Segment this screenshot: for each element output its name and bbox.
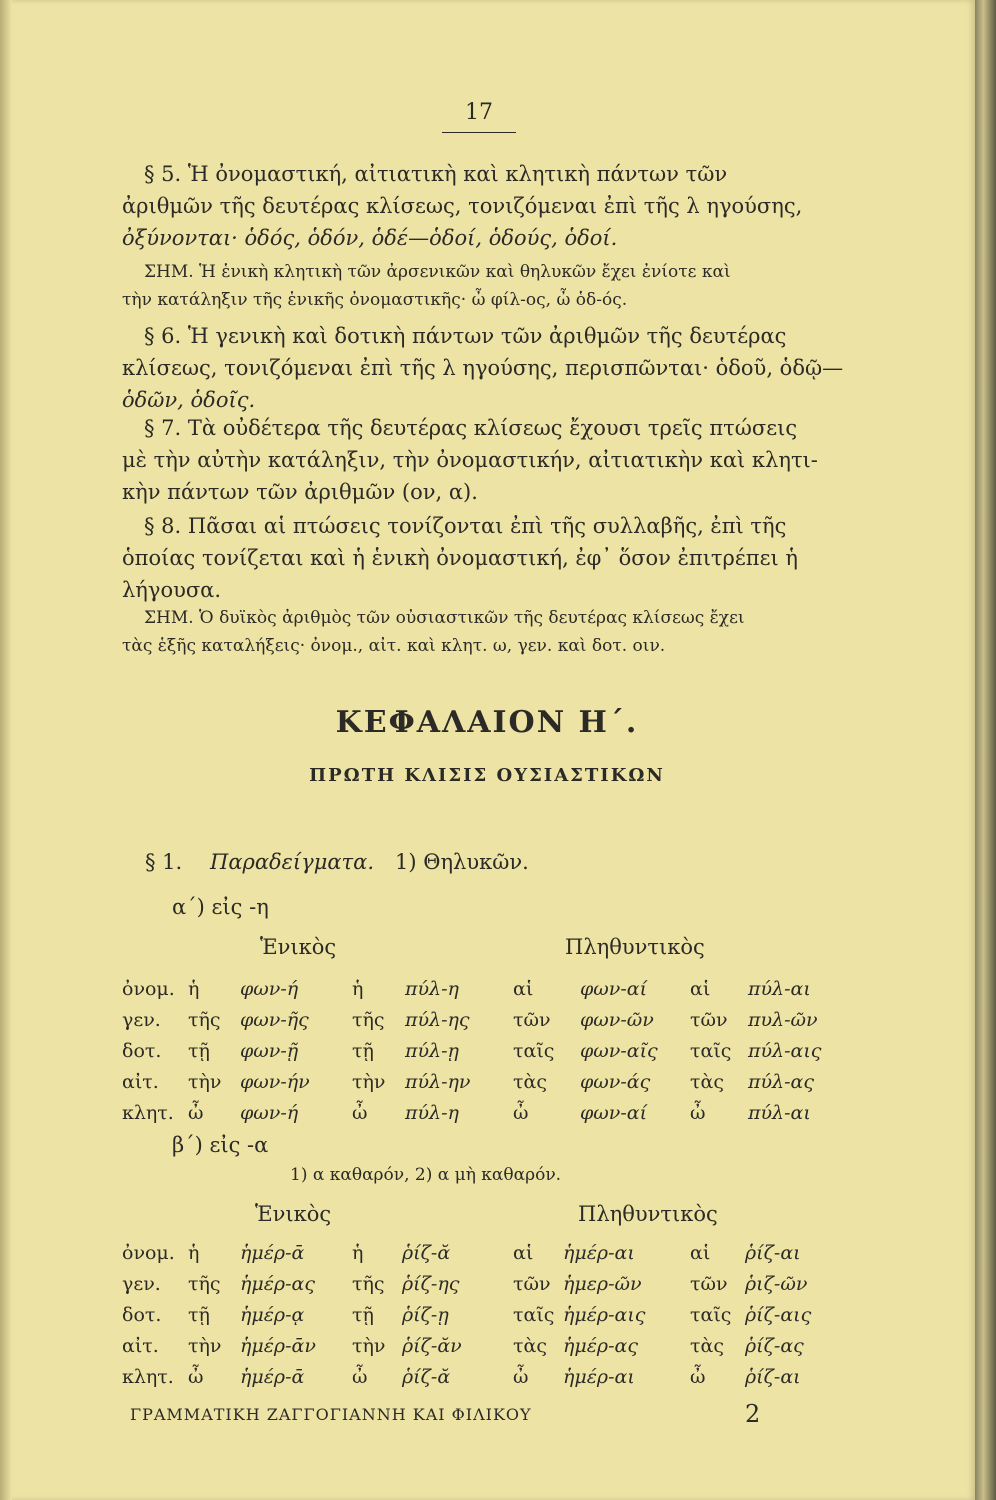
table-cell: ἡμέρ-ᾱ — [240, 1366, 305, 1388]
text-line: § 7. Τὰ οὐδέτερα τῆς δευτέρας κλίσεως ἔχουσι τρεῖς πτώσεις — [144, 416, 798, 440]
table-cell: πύλ-ῃ — [405, 1040, 459, 1062]
table-cell: φων-ῇ — [240, 1040, 299, 1062]
table-cell: ἡμέρ-ας — [240, 1273, 315, 1295]
table-cell: ῥίζ-ᾰ — [402, 1366, 451, 1388]
table-cell: ὦ — [352, 1102, 368, 1124]
table-cell: ὦ — [188, 1102, 204, 1124]
table-cell: φων-ήν — [240, 1071, 310, 1093]
text-line: § 6. Ἡ γενικὴ καὶ δοτικὴ πάντων τῶν ἀριθμῶν τῆς δευτέρας — [144, 324, 787, 348]
case-label: γεν. — [122, 1273, 161, 1295]
table-cell: ῥίζ-αι — [745, 1366, 801, 1388]
text-line: ὁδῶν, ὁδοῖς. — [122, 388, 256, 412]
text-line: ὁποίας τονίζεται καὶ ἡ ἑνικὴ ὀνομαστική, ἐφ᾽ ὅσον ἐπιτρέπει ἡ — [122, 546, 798, 570]
table-cell: αἱ — [690, 1242, 711, 1264]
page-edge — [975, 0, 996, 1500]
table-cell: τῶν — [513, 1273, 551, 1295]
table-cell: ταῖς — [690, 1304, 732, 1326]
paragraph-s6 — [122, 320, 852, 416]
page-number: 17 — [465, 100, 493, 125]
table-cell: τῆς — [352, 1273, 385, 1295]
table-cell: τῇ — [188, 1304, 210, 1326]
table-a-plural-header: Πληθυντικὸς — [565, 935, 705, 959]
table-cell: ἡ — [352, 978, 364, 1000]
table-cell: πύλ-αι — [748, 1102, 811, 1124]
table-cell: τὴν — [188, 1071, 222, 1093]
page-number-rule — [442, 132, 516, 133]
table-cell: τῆς — [188, 1273, 221, 1295]
table-a-heading: α΄) εἰς -η — [172, 895, 269, 919]
table-cell: ῥίζ-αι — [745, 1242, 801, 1264]
table-cell: ὦ — [513, 1102, 529, 1124]
case-label: κλητ. — [122, 1102, 174, 1124]
table-cell: ῥίζ-ᾰν — [402, 1335, 462, 1357]
text-line: λήγουσα. — [122, 578, 222, 602]
text-line: ἀριθμῶν τῆς δευτέρας κλίσεως, τονιζόμεναι ἐπὶ τῆς λ ηγούσης, — [122, 194, 803, 218]
table-cell: ὦ — [690, 1102, 706, 1124]
section-label: § 1. — [145, 850, 183, 874]
table-cell: αἱ — [513, 1242, 534, 1264]
case-label: δοτ. — [122, 1040, 162, 1062]
table-cell: ἡμέρ-αις — [563, 1304, 646, 1326]
table-cell: πύλ-αις — [748, 1040, 822, 1062]
table-cell: φων-ῶν — [580, 1009, 654, 1031]
table-a-singular-header: Ἑνικὸς — [260, 935, 337, 959]
table-cell: αἱ — [513, 978, 534, 1000]
table-cell: φων-αῖς — [580, 1040, 658, 1062]
table-cell: τῇ — [352, 1040, 374, 1062]
table-cell: ἡμέρ-ας — [563, 1335, 638, 1357]
table-cell: τὴν — [188, 1335, 222, 1357]
table-cell: πυλ-ῶν — [748, 1009, 818, 1031]
table-cell: τῶν — [513, 1009, 551, 1031]
table-cell: αἱ — [690, 978, 711, 1000]
case-label: ὀνομ. — [122, 1242, 175, 1264]
table-b-singular-header: Ἑνικὸς — [255, 1202, 332, 1226]
table-cell: τῆς — [352, 1009, 385, 1031]
case-label: γεν. — [122, 1009, 161, 1031]
table-cell: ἡμέρ-αι — [563, 1366, 635, 1388]
case-label: κλητ. — [122, 1366, 174, 1388]
signature-mark: 2 — [745, 1400, 761, 1428]
table-cell: ῥίζ-ας — [745, 1335, 804, 1357]
table-cell: τὰς — [690, 1071, 724, 1093]
paragraph-s8 — [122, 510, 852, 606]
text-line: § 8. Πᾶσαι αἱ πτώσεις τονίζονται ἐπὶ τῆς συλλαβῆς, ἐπὶ τῆς — [144, 514, 787, 538]
table-cell: φων-ή — [240, 978, 299, 1000]
table-b-heading: β΄) εἰς -α — [172, 1133, 269, 1157]
paragraph-s5 — [122, 158, 852, 254]
table-cell: ὦ — [352, 1366, 368, 1388]
text-line: κὴν πάντων τῶν ἀριθμῶν (ον, α). — [122, 480, 478, 504]
table-cell: ῥίζ-ᾰ — [402, 1242, 451, 1264]
table-cell: πύλ-η — [405, 1102, 459, 1124]
table-cell: ὦ — [188, 1366, 204, 1388]
table-cell: ὦ — [690, 1366, 706, 1388]
table-cell: φων-αί — [580, 1102, 648, 1124]
table-cell: τῇ — [352, 1304, 374, 1326]
table-cell: ῥιζ-ῶν — [745, 1273, 808, 1295]
table-cell: ῥίζ-ῃ — [402, 1304, 449, 1326]
table-cell: τὴν — [352, 1071, 386, 1093]
chapter-title: ΚΕΦΑΛΑΙΟΝ Η΄. — [335, 705, 639, 740]
table-cell: τῶν — [690, 1009, 728, 1031]
page-binding — [0, 0, 12, 1500]
table-b-note: 1) α καθαρόν, 2) α μὴ καθαρόν. — [290, 1165, 562, 1185]
table-cell: πύλ-αι — [748, 978, 811, 1000]
case-label: αἰτ. — [122, 1071, 159, 1093]
table-cell: τὴν — [352, 1335, 386, 1357]
table-cell: ἡμέρ-αι — [563, 1242, 635, 1264]
text-line: ὀξύνονται· ὁδός, ὁδόν, ὁδέ—ὁδοί, ὁδούς, ὁδοί. — [122, 226, 618, 250]
table-cell: φων-ῆς — [240, 1009, 309, 1031]
text-line: κλίσεως, τονιζόμεναι ἐπὶ τῆς λ ηγούσης, περισπῶνται· ὁδοῦ, ὁδῷ— — [122, 356, 844, 380]
table-cell: ἡμέρ-ᾱ — [240, 1242, 305, 1264]
text-line: ΣΗΜ. Ὁ δυϊκὸς ἀριθμὸς τῶν οὐσιαστικῶν τῆς δευτέρας κλίσεως ἔχει — [144, 608, 745, 628]
table-cell: ταῖς — [690, 1040, 732, 1062]
table-cell: πύλ-ην — [405, 1071, 471, 1093]
case-label: δοτ. — [122, 1304, 162, 1326]
table-cell: ἡμέρ-ᾳ — [240, 1304, 305, 1326]
table-cell: πύλ-ης — [405, 1009, 470, 1031]
case-label: αἰτ. — [122, 1335, 159, 1357]
text-line: τὰς ἑξῆς καταλήξεις· ὀνομ., αἰτ. καὶ κλητ. ω, γεν. καὶ δοτ. οιν. — [122, 636, 666, 656]
text-line: § 5. Ἡ ὀνομαστική, αἰτιατικὴ καὶ κλητικὴ πάντων τῶν — [144, 162, 728, 186]
note-sim1 — [122, 258, 852, 314]
table-cell: φων-ή — [240, 1102, 299, 1124]
table-cell: ταῖς — [513, 1304, 555, 1326]
table-cell: ῥίζ-ης — [402, 1273, 460, 1295]
text-line: τὴν κατάληξιν τῆς ἑνικῆς ὀνομαστικῆς· ὦ φίλ-ος, ὦ ὁδ-ός. — [122, 290, 628, 310]
table-cell: ἡμερ-ῶν — [563, 1273, 642, 1295]
table-cell: ἡ — [188, 1242, 200, 1264]
table-b-plural-header: Πληθυντικὸς — [578, 1202, 718, 1226]
table-cell: τῇ — [188, 1040, 210, 1062]
table-cell: ῥίζ-αις — [745, 1304, 812, 1326]
table-cell: ταῖς — [513, 1040, 555, 1062]
text-line: μὲ τὴν αὐτὴν κατάληξιν, τὴν ὀνομαστικήν, αἰτιατικὴν καὶ κλητι- — [122, 448, 818, 472]
table-cell: τὰς — [513, 1071, 547, 1093]
note-sim2 — [122, 604, 852, 660]
table-cell: τὰς — [513, 1335, 547, 1357]
footer-title: ΓΡΑΜΜΑΤΙΚΗ ΖΑΓΓΟΓΙΑΝΝΗ ΚΑΙ ΦΙΛΙΚΟΥ — [130, 1405, 532, 1424]
table-cell: πύλ-ας — [748, 1071, 814, 1093]
table-cell: τῆς — [188, 1009, 221, 1031]
case-label: ὀνομ. — [122, 978, 175, 1000]
table-cell: ὦ — [513, 1366, 529, 1388]
table-cell: ἡμέρ-ᾱν — [240, 1335, 316, 1357]
table-cell: τὰς — [690, 1335, 724, 1357]
section-subtitle: 1) Θηλυκῶν. — [395, 850, 529, 874]
table-cell: ἡ — [352, 1242, 364, 1264]
text-line: ΣΗΜ. Ἡ ἑνικὴ κλητικὴ τῶν ἀρσενικῶν καὶ θηλυκῶν ἔχει ἐνίοτε καὶ — [144, 262, 731, 282]
paragraph-s7 — [122, 412, 852, 508]
table-cell: τῶν — [690, 1273, 728, 1295]
table-cell: φων-αί — [580, 978, 648, 1000]
section-title: Παραδείγματα. — [210, 850, 375, 874]
chapter-subtitle: ΠΡΩΤΗ ΚΛΙΣΙΣ ΟΥΣΙΑΣΤΙΚΩΝ — [309, 765, 665, 786]
table-cell: φων-άς — [580, 1071, 651, 1093]
table-cell: πύλ-η — [405, 978, 459, 1000]
table-cell: ἡ — [188, 978, 200, 1000]
